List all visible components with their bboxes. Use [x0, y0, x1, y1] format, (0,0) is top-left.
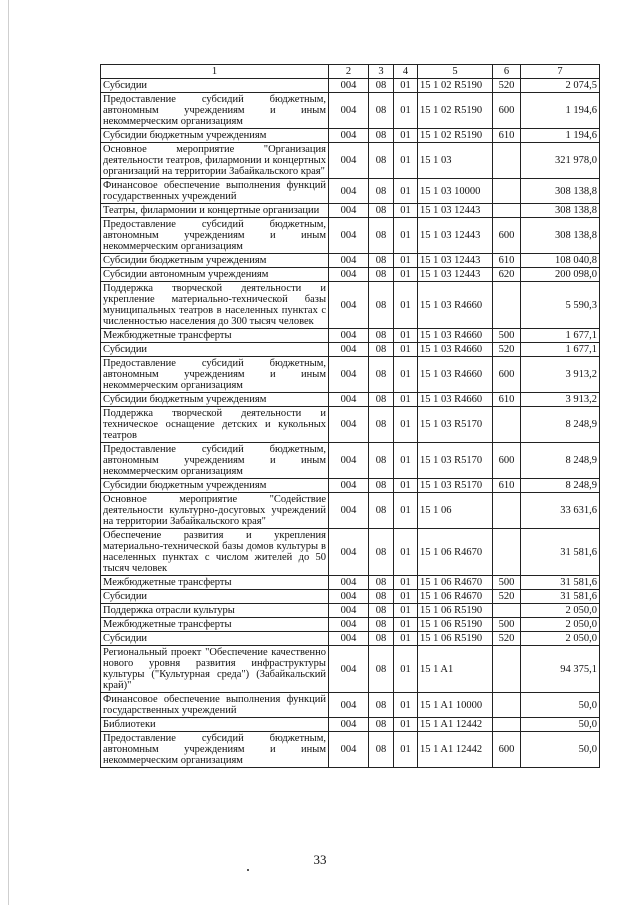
table-row	[101, 93, 600, 129]
row-subsection: 01	[394, 576, 418, 590]
row-section: 08	[369, 254, 394, 268]
row-expense-type: 600	[493, 732, 521, 768]
table-row	[101, 732, 600, 768]
row-expense-type: 600	[493, 357, 521, 393]
row-name: Субсидии бюджетным учреждениям	[101, 393, 329, 407]
row-admin-code: 004	[329, 590, 369, 604]
row-name: Финансовое обеспечение выполнения функций государственных учреждений	[101, 693, 329, 718]
row-expense-type: 520	[493, 343, 521, 357]
row-name: Субсидии бюджетным учреждениям	[101, 254, 329, 268]
row-admin-code: 004	[329, 443, 369, 479]
row-name: Обеспечение развития и укрепления материально-технической базы домов культуры в населенных пунктах с числом жителей до 50 тысяч человек	[101, 529, 329, 576]
row-name: Межбюджетные трансферты	[101, 618, 329, 632]
row-section: 08	[369, 618, 394, 632]
row-expense-type	[493, 143, 521, 179]
row-name: Субсидии	[101, 590, 329, 604]
row-name: Предоставление субсидий бюджетным, автономным учреждениям и иным некоммерческим организациям	[101, 443, 329, 479]
row-section: 08	[369, 693, 394, 718]
row-amount: 1 677,1	[521, 343, 600, 357]
row-subsection: 01	[394, 693, 418, 718]
row-admin-code: 004	[329, 254, 369, 268]
row-subsection: 01	[394, 204, 418, 218]
header-col-7: 7	[521, 65, 600, 79]
row-subsection: 01	[394, 393, 418, 407]
row-name: Театры, филармонии и концертные организации	[101, 204, 329, 218]
row-amount: 3 913,2	[521, 393, 600, 407]
row-subsection: 01	[394, 407, 418, 443]
row-amount: 2 050,0	[521, 604, 600, 618]
row-subsection: 01	[394, 218, 418, 254]
row-name: Региональный проект "Обеспечение качественно нового уровня развития инфраструктуры культуры ("Культурная среда") (Забайкальский край)"	[101, 646, 329, 693]
row-expense-type	[493, 179, 521, 204]
row-target-code: 15 1 A1 12442	[418, 732, 493, 768]
row-subsection: 01	[394, 718, 418, 732]
row-expense-type: 500	[493, 618, 521, 632]
row-section: 08	[369, 343, 394, 357]
row-section: 08	[369, 604, 394, 618]
row-name: Основное мероприятие "Организация деятельности театров, филармонии и концертных организаций на территории Забайкальского края"	[101, 143, 329, 179]
table-row	[101, 443, 600, 479]
row-target-code: 15 1 03 10000	[418, 179, 493, 204]
row-admin-code: 004	[329, 393, 369, 407]
table-row	[101, 343, 600, 357]
row-target-code: 15 1 02 R5190	[418, 79, 493, 93]
row-amount: 1 194,6	[521, 129, 600, 143]
row-subsection: 01	[394, 343, 418, 357]
table-row	[101, 693, 600, 718]
row-section: 08	[369, 393, 394, 407]
row-target-code: 15 1 03 R5170	[418, 479, 493, 493]
row-admin-code: 004	[329, 718, 369, 732]
row-section: 08	[369, 646, 394, 693]
row-section: 08	[369, 329, 394, 343]
row-subsection: 01	[394, 254, 418, 268]
row-section: 08	[369, 590, 394, 604]
row-target-code: 15 1 03 R4660	[418, 282, 493, 329]
row-expense-type	[493, 204, 521, 218]
row-section: 08	[369, 179, 394, 204]
row-expense-type: 520	[493, 590, 521, 604]
row-name: Предоставление субсидий бюджетным, автономным учреждениям и иным некоммерческим организациям	[101, 357, 329, 393]
row-section: 08	[369, 129, 394, 143]
row-expense-type: 610	[493, 393, 521, 407]
row-amount: 308 138,8	[521, 204, 600, 218]
row-subsection: 01	[394, 93, 418, 129]
row-expense-type	[493, 718, 521, 732]
row-expense-type: 500	[493, 576, 521, 590]
table-row	[101, 268, 600, 282]
row-target-code: 15 1 02 R5190	[418, 129, 493, 143]
row-amount: 1 194,6	[521, 93, 600, 129]
row-subsection: 01	[394, 329, 418, 343]
table-row	[101, 393, 600, 407]
row-subsection: 01	[394, 357, 418, 393]
header-col-3: 3	[369, 65, 394, 79]
row-expense-type	[493, 407, 521, 443]
row-name: Межбюджетные трансферты	[101, 329, 329, 343]
row-amount: 108 040,8	[521, 254, 600, 268]
table-row	[101, 479, 600, 493]
header-col-1: 1	[101, 65, 329, 79]
budget-table	[100, 64, 600, 768]
row-target-code: 15 1 06 R4670	[418, 576, 493, 590]
row-section: 08	[369, 357, 394, 393]
table-row	[101, 179, 600, 204]
table-row	[101, 329, 600, 343]
row-subsection: 01	[394, 179, 418, 204]
table-row	[101, 282, 600, 329]
scan-edge-line	[8, 0, 9, 905]
row-expense-type: 610	[493, 254, 521, 268]
row-subsection: 01	[394, 529, 418, 576]
row-target-code: 15 1 A1 10000	[418, 693, 493, 718]
table-row	[101, 618, 600, 632]
row-section: 08	[369, 93, 394, 129]
table-row	[101, 718, 600, 732]
table-row	[101, 218, 600, 254]
row-section: 08	[369, 529, 394, 576]
table-row	[101, 632, 600, 646]
row-amount: 31 581,6	[521, 576, 600, 590]
row-admin-code: 004	[329, 493, 369, 529]
row-name: Субсидии бюджетным учреждениям	[101, 129, 329, 143]
row-target-code: 15 1 06 R5190	[418, 632, 493, 646]
row-admin-code: 004	[329, 479, 369, 493]
row-name: Поддержка творческой деятельности и техническое оснащение детских и кукольных театров	[101, 407, 329, 443]
row-target-code: 15 1 03 R4660	[418, 329, 493, 343]
row-name: Межбюджетные трансферты	[101, 576, 329, 590]
row-admin-code: 004	[329, 604, 369, 618]
table-row	[101, 204, 600, 218]
page-number: 33	[313, 852, 327, 867]
row-target-code: 15 1 03 R4660	[418, 393, 493, 407]
scan-speck	[247, 869, 249, 871]
row-expense-type: 620	[493, 268, 521, 282]
row-section: 08	[369, 204, 394, 218]
row-section: 08	[369, 493, 394, 529]
row-subsection: 01	[394, 79, 418, 93]
table-row	[101, 590, 600, 604]
row-section: 08	[369, 443, 394, 479]
row-amount: 31 581,6	[521, 529, 600, 576]
table-row	[101, 529, 600, 576]
row-expense-type: 600	[493, 443, 521, 479]
row-amount: 94 375,1	[521, 646, 600, 693]
row-admin-code: 004	[329, 632, 369, 646]
row-amount: 1 677,1	[521, 329, 600, 343]
row-target-code: 15 1 03 R5170	[418, 407, 493, 443]
row-section: 08	[369, 143, 394, 179]
row-admin-code: 004	[329, 79, 369, 93]
row-section: 08	[369, 632, 394, 646]
row-name: Библиотеки	[101, 718, 329, 732]
table-row	[101, 604, 600, 618]
row-expense-type	[493, 282, 521, 329]
row-admin-code: 004	[329, 693, 369, 718]
row-target-code: 15 1 06 R5190	[418, 604, 493, 618]
row-name: Субсидии	[101, 79, 329, 93]
row-name: Финансовое обеспечение выполнения функций государственных учреждений	[101, 179, 329, 204]
row-name: Предоставление субсидий бюджетным, автономным учреждениям и иным некоммерческим организациям	[101, 732, 329, 768]
row-section: 08	[369, 268, 394, 282]
row-section: 08	[369, 732, 394, 768]
row-amount: 31 581,6	[521, 590, 600, 604]
row-amount: 8 248,9	[521, 479, 600, 493]
row-amount: 50,0	[521, 718, 600, 732]
row-subsection: 01	[394, 479, 418, 493]
row-target-code: 15 1 A1 12442	[418, 718, 493, 732]
table-row	[101, 357, 600, 393]
row-name: Предоставление субсидий бюджетным, автономным учреждениям и иным некоммерческим организациям	[101, 218, 329, 254]
header-col-2: 2	[329, 65, 369, 79]
row-amount: 8 248,9	[521, 443, 600, 479]
row-admin-code: 004	[329, 529, 369, 576]
row-name: Субсидии автономным учреждениям	[101, 268, 329, 282]
row-admin-code: 004	[329, 646, 369, 693]
row-target-code: 15 1 06 R5190	[418, 618, 493, 632]
row-target-code: 15 1 A1	[418, 646, 493, 693]
row-expense-type: 500	[493, 329, 521, 343]
row-subsection: 01	[394, 143, 418, 179]
row-target-code: 15 1 06	[418, 493, 493, 529]
header-row	[101, 65, 600, 79]
row-expense-type: 600	[493, 93, 521, 129]
row-target-code: 15 1 03 12443	[418, 218, 493, 254]
row-admin-code: 004	[329, 93, 369, 129]
row-amount: 308 138,8	[521, 179, 600, 204]
row-section: 08	[369, 407, 394, 443]
row-name: Поддержка творческой деятельности и укрепление материально-технической базы муниципальных театров в населенных пунктах с численностью населения до 300 тысяч человек	[101, 282, 329, 329]
row-expense-type: 610	[493, 479, 521, 493]
row-section: 08	[369, 479, 394, 493]
row-subsection: 01	[394, 732, 418, 768]
table-row	[101, 493, 600, 529]
row-admin-code: 004	[329, 268, 369, 282]
table-row	[101, 129, 600, 143]
row-subsection: 01	[394, 632, 418, 646]
header-col-6: 6	[493, 65, 521, 79]
row-expense-type	[493, 693, 521, 718]
row-expense-type: 600	[493, 218, 521, 254]
row-admin-code: 004	[329, 732, 369, 768]
row-name: Субсидии бюджетным учреждениям	[101, 479, 329, 493]
row-section: 08	[369, 718, 394, 732]
row-amount: 50,0	[521, 693, 600, 718]
row-admin-code: 004	[329, 204, 369, 218]
row-amount: 5 590,3	[521, 282, 600, 329]
row-target-code: 15 1 03 R4660	[418, 343, 493, 357]
row-amount: 308 138,8	[521, 218, 600, 254]
row-subsection: 01	[394, 129, 418, 143]
table-row	[101, 254, 600, 268]
row-admin-code: 004	[329, 343, 369, 357]
row-subsection: 01	[394, 443, 418, 479]
table-row	[101, 646, 600, 693]
row-amount: 2 050,0	[521, 618, 600, 632]
row-target-code: 15 1 03	[418, 143, 493, 179]
row-target-code: 15 1 03 12443	[418, 204, 493, 218]
row-admin-code: 004	[329, 179, 369, 204]
row-target-code: 15 1 03 R4660	[418, 357, 493, 393]
row-target-code: 15 1 03 12443	[418, 268, 493, 282]
row-section: 08	[369, 282, 394, 329]
row-target-code: 15 1 03 R5170	[418, 443, 493, 479]
row-section: 08	[369, 576, 394, 590]
row-amount: 3 913,2	[521, 357, 600, 393]
row-admin-code: 004	[329, 357, 369, 393]
row-name: Предоставление субсидий бюджетным, автономным учреждениям и иным некоммерческим организациям	[101, 93, 329, 129]
row-subsection: 01	[394, 268, 418, 282]
row-target-code: 15 1 02 R5190	[418, 93, 493, 129]
row-admin-code: 004	[329, 218, 369, 254]
header-col-5: 5	[418, 65, 493, 79]
row-admin-code: 004	[329, 282, 369, 329]
header-col-4: 4	[394, 65, 418, 79]
row-amount: 33 631,6	[521, 493, 600, 529]
table-row	[101, 143, 600, 179]
row-target-code: 15 1 06 R4670	[418, 590, 493, 604]
row-name: Субсидии	[101, 632, 329, 646]
row-target-code: 15 1 06 R4670	[418, 529, 493, 576]
row-admin-code: 004	[329, 407, 369, 443]
row-expense-type	[493, 493, 521, 529]
row-expense-type	[493, 646, 521, 693]
table-row	[101, 79, 600, 93]
row-expense-type: 520	[493, 632, 521, 646]
table-body	[101, 79, 600, 768]
row-name: Основное мероприятие "Содействие деятельности культурно-досуговых учреждений на территории Забайкальского края"	[101, 493, 329, 529]
row-admin-code: 004	[329, 576, 369, 590]
row-section: 08	[369, 79, 394, 93]
row-amount: 321 978,0	[521, 143, 600, 179]
row-subsection: 01	[394, 282, 418, 329]
row-amount: 50,0	[521, 732, 600, 768]
row-subsection: 01	[394, 618, 418, 632]
row-expense-type	[493, 529, 521, 576]
row-subsection: 01	[394, 604, 418, 618]
row-admin-code: 004	[329, 618, 369, 632]
row-expense-type: 520	[493, 79, 521, 93]
row-admin-code: 004	[329, 129, 369, 143]
row-subsection: 01	[394, 590, 418, 604]
row-amount: 200 098,0	[521, 268, 600, 282]
row-target-code: 15 1 03 12443	[418, 254, 493, 268]
table-row	[101, 407, 600, 443]
row-amount: 2 050,0	[521, 632, 600, 646]
table-row	[101, 576, 600, 590]
row-name: Субсидии	[101, 343, 329, 357]
row-admin-code: 004	[329, 143, 369, 179]
row-subsection: 01	[394, 646, 418, 693]
row-section: 08	[369, 218, 394, 254]
row-expense-type	[493, 604, 521, 618]
row-subsection: 01	[394, 493, 418, 529]
row-expense-type: 610	[493, 129, 521, 143]
row-amount: 8 248,9	[521, 407, 600, 443]
row-admin-code: 004	[329, 329, 369, 343]
row-amount: 2 074,5	[521, 79, 600, 93]
row-name: Поддержка отрасли культуры	[101, 604, 329, 618]
